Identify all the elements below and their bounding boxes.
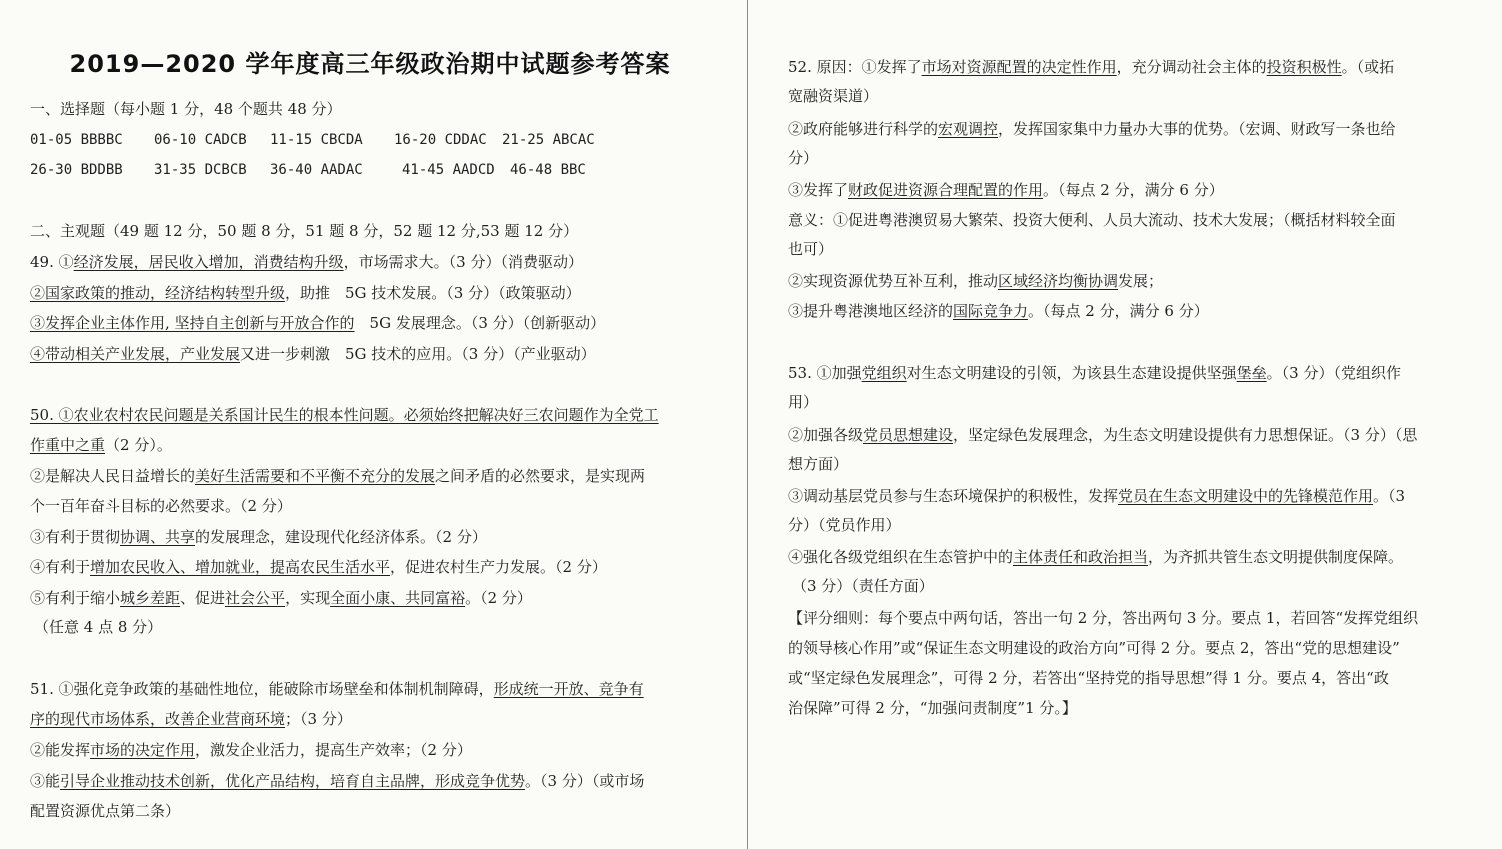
answer-row [30, 130, 730, 150]
q49-line: ④带动相关产业发展，产业发展又进一步刺激 5G 技术的应用。（3 分）（产业驱动） [30, 345, 596, 363]
q51-line: 序的现代市场体系，改善企业营商环境；（3 分） [30, 710, 352, 728]
q52-line: ②实现资源优势互补互利，推动区域经济均衡协调发展； [788, 272, 1164, 290]
answer-cell: 01-05 BBBBC [30, 132, 123, 148]
q51-line: ②能发挥市场的决定作用，激发企业活力，提高生产效率；（2 分） [30, 741, 472, 759]
q50-line: （任意 4 点 8 分） [34, 618, 163, 636]
q49-line: ②国家政策的推动，经济结构转型升级，助推 5G 技术发展。（3 分）（政策驱动） [30, 284, 581, 302]
page-title: 2019—2020 学年度高三年级政治期中试题参考答案 [69, 50, 671, 78]
q53-line: ②加强各级党员思想建设，坚定绿色发展理念，为生态文明建设提供有力思想保证。（3 分）（思 [788, 426, 1418, 444]
answer-cell: 36-40 AADAC [270, 162, 363, 178]
q50-line: 作重中之重（2 分）。 [30, 436, 172, 454]
rubric-line: 或“坚定绿色发展理念”，可得 2 分，若答出“坚持党的指导思想”得 1 分。要点 4，答出“政 [788, 669, 1389, 687]
rubric-line: 治保障”可得 2 分，“加强问责制度”1 分。】 [788, 699, 1077, 717]
q52-line: 也可） [788, 240, 834, 258]
q53-line: ③调动基层党员参与生态环境保护的积极性，发挥党员在生态文明建设中的先锋模范作用。（3 [788, 487, 1406, 505]
q52-line: 意义：①促进粤港澳贸易大繁荣、投资大便利、人员大流动、技术大发展；（概括材料较全面 [788, 211, 1396, 229]
column-divider [747, 0, 748, 849]
q52-line: ③提升粤港澳地区经济的国际竞争力。（每点 2 分，满分 6 分） [788, 302, 1209, 320]
q52-line: ③发挥了财政促进资源合理配置的作用。（每点 2 分，满分 6 分） [788, 181, 1224, 199]
q50-line: ⑤有利于缩小城乡差距、促进社会公平，实现全面小康、共同富裕。（2 分） [30, 589, 532, 607]
answer-cell: 06-10 CADCB [154, 132, 247, 148]
q50-line: ③有利于贯彻协调、共享的发展理念，建设现代化经济体系。（2 分） [30, 528, 487, 546]
answer-row [30, 160, 730, 180]
rubric-line: 【评分细则：每个要点中两句话，答出一句 2 分，答出两句 3 分。要点 1，若回答“发挥党组织 [788, 609, 1419, 627]
answer-cell: 31-35 DCBCB [154, 162, 247, 178]
q53-line: 用） [788, 393, 819, 411]
q53-line: 分）（党员作用） [788, 516, 901, 534]
section2-heading: 二、主观题（49 题 12 分，50 题 8 分，51 题 8 分，52 题 12 分,53 题 12 分） [30, 222, 579, 240]
q50-line: ④有利于增加农民收入、增加就业，提高农民生活水平，促进农村生产力发展。（2 分） [30, 558, 607, 576]
answer-cell: 21-25 ABCAC [502, 132, 595, 148]
q51-line: 51. ①强化竞争政策的基础性地位，能破除市场壁垒和体制机制障碍，形成统一开放、竞争有 [30, 680, 644, 698]
q52-line: 52. 原因：①发挥了市场对资源配置的决定性作用，充分调动社会主体的投资积极性。（或拓 [788, 58, 1395, 76]
q53-line: （3 分）（责任方面） [792, 577, 934, 595]
q52-line: 宽融资渠道） [788, 87, 879, 105]
q53-line: 53. ①加强党组织对生态文明建设的引领，为该县生态建设提供坚强堡垒。（3 分）（党组织作 [788, 364, 1401, 382]
q50-line: ②是解决人民日益增长的美好生活需要和不平衡不充分的发展之间矛盾的必然要求，是实现两 [30, 467, 646, 485]
answer-cell: 41-45 AADCD [402, 162, 495, 178]
q53-line: 想方面） [788, 455, 849, 473]
answer-cell: 16-20 CDDAC [394, 132, 487, 148]
q51-line: ③能引导企业推动技术创新，优化产品结构，培育自主品牌，形成竞争优势。（3 分）（或市场 [30, 772, 645, 790]
q50-line: 个一百年奋斗目标的必然要求。（2 分） [30, 497, 292, 515]
q53-line: ④强化各级党组织在生态管护中的主体责任和政治担当，为齐抓共管生态文明提供制度保障。 [788, 548, 1404, 566]
section1-heading: 一、选择题（每小题 1 分，48 个题共 48 分） [30, 100, 342, 118]
answer-cell: 11-15 CBCDA [270, 132, 363, 148]
q51-line: 配置资源优点第二条） [30, 802, 181, 820]
answer-cell: 46-48 BBC [510, 162, 586, 178]
q49-line: ③发挥企业主体作用, 坚持自主创新与开放合作的 5G 发展理念。（3 分）（创新驱动） [30, 314, 606, 332]
q49-line: 49. ①经济发展，居民收入增加，消费结构升级，市场需求大。（3 分）（消费驱动） [30, 253, 583, 271]
q52-line: ②政府能够进行科学的宏观调控，发挥国家集中力量办大事的优势。（宏调、财政写一条也给 [788, 120, 1396, 138]
q52-line: 分） [788, 149, 819, 167]
q50-line: 50. ①农业农村农民问题是关系国计民生的根本性问题。必须始终把解决好三农问题作为全党工 [30, 406, 659, 424]
answer-cell: 26-30 BDDBB [30, 162, 123, 178]
rubric-line: 的领导核心作用”或“保证生态文明建设的政治方向”可得 2 分。要点 2，答出“党的思想建设” [788, 639, 1400, 657]
